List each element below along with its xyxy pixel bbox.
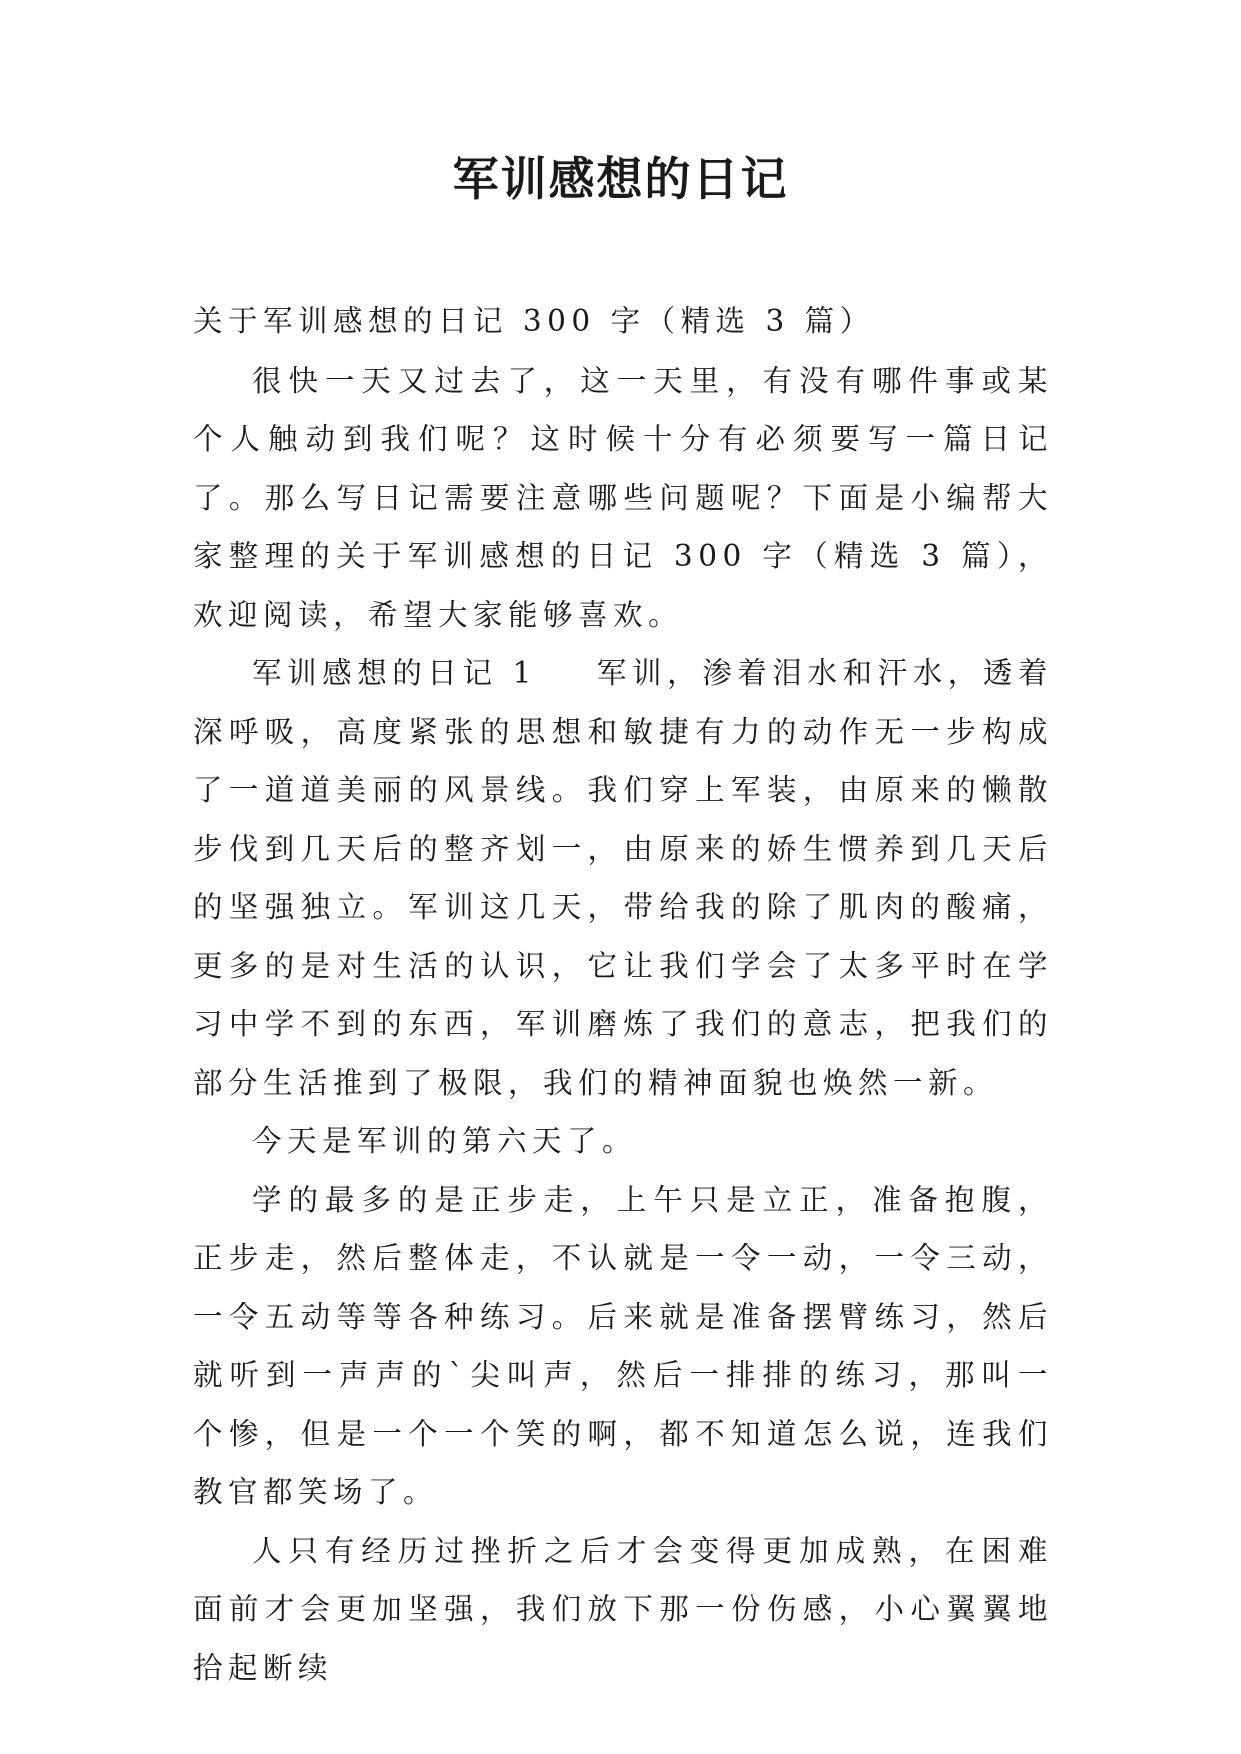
marching-paragraph: 学的最多的是正步走，上午只是立正，准备抱腹，正步走，然后整体走，不认就是一令一动，一令三动，一令五动等等各种练习。后来就是准备摆臂练习，然后就听到一声声的`尖叫声，然后一排排的练习，那叫一个惨，但是一个一个笑的啊，都不知道怎么说，连我们教官都笑场了。 xyxy=(193,1182,1053,1509)
intro-paragraph: 很快一天又过去了，这一天里，有没有哪件事或某个人触动到我们呢？这时候十分有必须要写一篇日记了。那么写日记需要注意哪些问题呢？下面是小编帮大家整理的关于军训感想的日记 300 字（精选 3 篇），欢迎阅读，希望大家能够喜欢。 xyxy=(193,363,1053,632)
section-1-text: 军训，渗着泪水和汗水，透着深呼吸，高度紧张的思想和敏捷有力的动作无一步构成了一道道美丽的风景线。我们穿上军装，由原来的懒散步伐到几天后的整齐划一，由原来的娇生惯养到几天后的坚强独立。军训这几天，带给我的除了肌肉的酸痛，更多的是对生活的认识，它让我们学会了太多平时在学习中学不到的东西，军训磨炼了我们的意志，把我们的部分生活推到了极限，我们的精神面貌也焕然一新。 xyxy=(193,656,1053,1100)
section-1-heading: 军训感想的日记 1 xyxy=(252,656,537,690)
growth-paragraph: 人只有经历过挫折之后才会变得更加成熟，在困难面前才会更加坚强，我们放下那一份伤感，小心翼翼地拾起断续 xyxy=(193,1533,1053,1685)
document-title: 军训感想的日记 xyxy=(452,152,789,206)
section-1-paragraph xyxy=(193,644,1053,1112)
document-subtitle: 关于军训感想的日记 300 字（精选 3 篇） xyxy=(193,304,875,338)
day-six-paragraph: 今天是军训的第六天了。 xyxy=(252,1124,638,1158)
document-body xyxy=(193,292,1053,1697)
